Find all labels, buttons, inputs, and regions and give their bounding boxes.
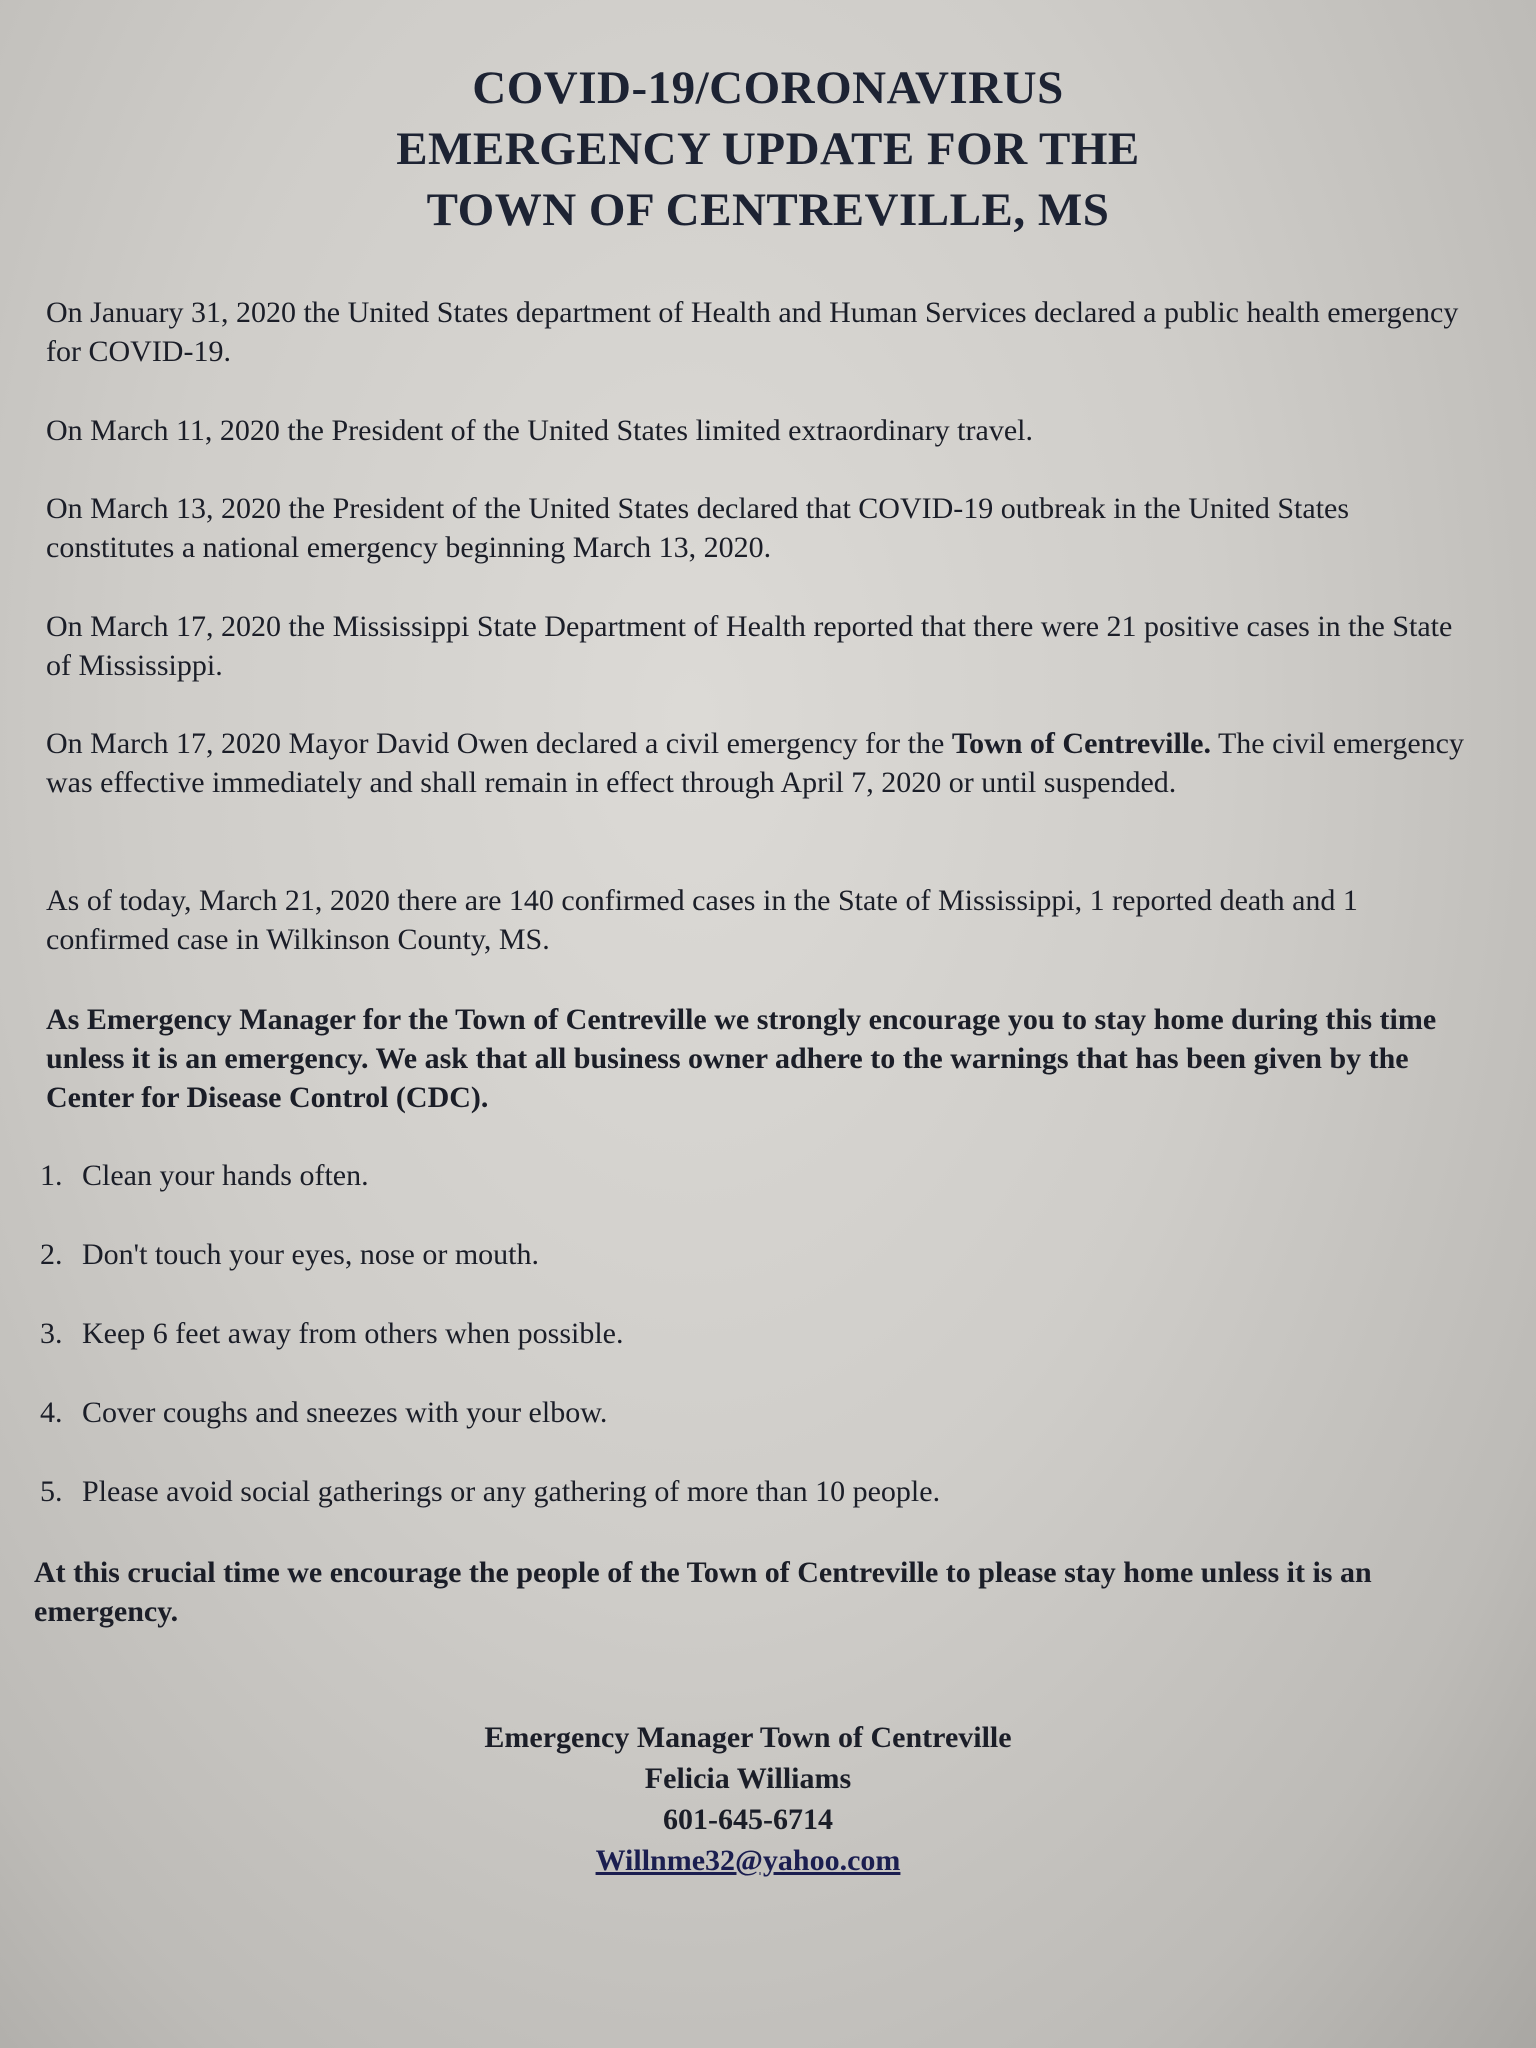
list-item <box>40 1156 1440 1195</box>
list-item <box>40 1393 1440 1432</box>
signature-phone: 601-645-6714 <box>663 1803 833 1836</box>
list-item <box>40 1235 1440 1274</box>
paragraph-state-cases: On March 17, 2020 the Mississippi State Department of Health reported that there were 21 positive cases in the State of Mississippi. <box>46 610 1453 682</box>
town-name-bold: Town of Centreville. <box>951 727 1211 760</box>
signature-email-link[interactable]: Willnme32@yahoo.com <box>595 1844 901 1877</box>
paragraph-closing-appeal: At this crucial time we encourage the people of the Town of Centreville to please stay home unless it is an emergency. <box>34 1556 1372 1628</box>
paragraph-national-emergency: On March 13, 2020 the President of the United States declared that COVID-19 outbreak in the United States constitutes a national emergency beginning March 13, 2020. <box>46 492 1350 564</box>
list-text: Clean your hands often. <box>82 1159 369 1192</box>
paragraph-stay-home-notice: As Emergency Manager for the Town of Centreville we strongly encourage you to stay home during this time unless it is an emergency. We ask that all business owner adhere to the warnings that has been given by the Center for Disease Control (CDC). <box>46 1003 1437 1114</box>
list-text: Cover coughs and sneezes with your elbow. <box>82 1396 608 1429</box>
list-number: 3. <box>40 1317 63 1350</box>
paragraph-current-cases: As of today, March 21, 2020 there are 140 confirmed cases in the State of Mississippi, 1 reported death and 1 confirmed case in Wilkinson County, MS. <box>46 884 1358 956</box>
signature-name: Felicia Williams <box>644 1762 852 1795</box>
list-number: 2. <box>40 1238 63 1271</box>
paragraph-hhs-declaration: On January 31, 2020 the United States department of Health and Human Services declared a public health emergency for COVID-19. <box>46 296 1459 368</box>
civil-emergency-text-end: The civil emergency was effective immediately and shall remain in effect through April 7, 2020 or until suspended. <box>46 727 1464 799</box>
signature-role: Emergency Manager Town of Centreville <box>484 1721 1012 1754</box>
list-number: 1. <box>40 1159 63 1192</box>
civil-emergency-text-start: On March 17, 2020 Mayor David Owen declared a civil emergency for the <box>46 727 952 760</box>
title-line-2: EMERGENCY UPDATE FOR THE <box>396 123 1140 175</box>
document-title <box>0 58 1536 241</box>
list-item <box>40 1314 1440 1353</box>
list-text: Keep 6 feet away from others when possible. <box>82 1317 624 1350</box>
list-text: Please avoid social gatherings or any gathering of more than 10 people. <box>82 1475 941 1508</box>
list-text: Don't touch your eyes, nose or mouth. <box>82 1238 540 1271</box>
list-number: 4. <box>40 1396 63 1429</box>
list-item <box>40 1472 1440 1511</box>
title-line-1: COVID-19/CORONAVIRUS <box>472 62 1064 114</box>
signature-block <box>0 1717 1496 1881</box>
paragraph-civil-emergency <box>46 724 1466 802</box>
list-number: 5. <box>40 1475 63 1508</box>
title-line-3: TOWN OF CENTREVILLE, MS <box>426 184 1110 236</box>
paragraph-travel-limit: On March 11, 2020 the President of the United States limited extraordinary travel. <box>46 414 1033 447</box>
